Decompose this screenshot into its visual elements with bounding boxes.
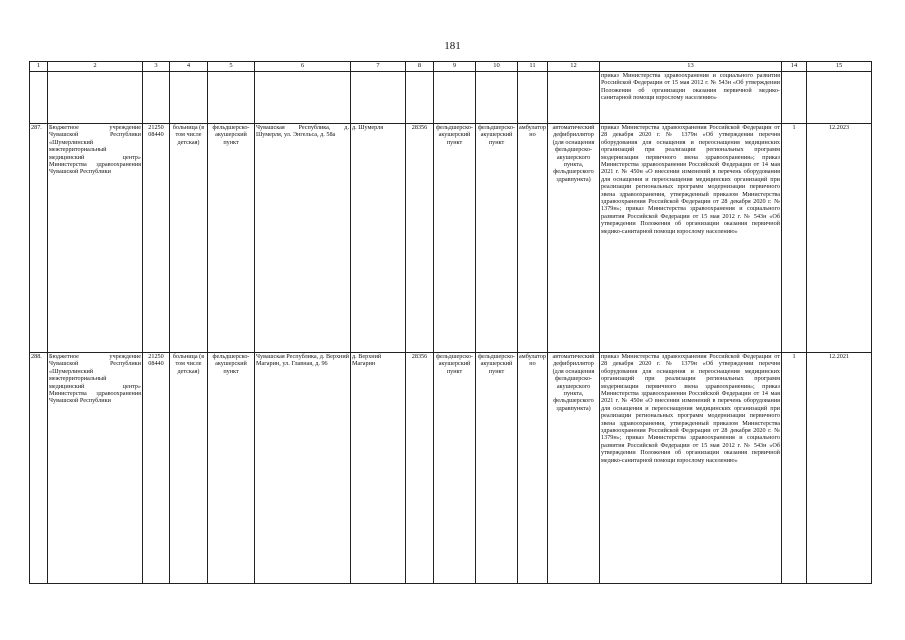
basis-cell: приказ Министерства здравоохранения Российской Федерации от 28 декабря 2020 г. № 1379н «Об утверждении перечня оборудования для оснащения и переоснащения медицинских организаций при реализации региональных программ модернизации первичного звена здравоохранения»; приказ Министерства здравоохранения Российской Федерации от 14 мая 2021 г. № 450н «О внесении изменений в перечень оборудования для оснащения и переоснащения медицинских организаций при реализации региональных программ модернизации первичного звена здравоохранения, утвержденный приказом Министерства здравоохранения Российской Федерации от 28 декабря 2020 г. № 1379н»; приказ Министерства здравоохранения и социального развития Российской Федерации от 15 мая 2012 г. № 543н «Об утверждении Положения об организации оказания первичной медико-санитарной помощи взрослому населению» [600,353,782,584]
care-form-cell: амбулаторно [518,124,548,353]
unit-type-cell: фельдшерско-акушерский пункт [476,124,518,353]
unit-type-cell: фельдшерско-акушерский пункт [434,124,476,353]
equipment-table [29,61,872,584]
equipment-cell: автоматический дефибриллятор (для оснащения фельдшерско-акушерского пункта, фельдшерского здравпункта) [548,353,600,584]
column-number: 10 [476,62,518,72]
basis-cell: приказ Министерства здравоохранения и социального развития Российской Федерации от 15 мая 2012 г. № 543н «Об утверждении Положения об организации оказания первичной медико-санитарной помощи взрослому населению» [600,72,782,124]
care-form-cell: амбулаторно [518,353,548,584]
column-number: 5 [208,62,255,72]
basis-cell: приказ Министерства здравоохранения Российской Федерации от 28 декабря 2020 г. № 1379н «Об утверждении перечня оборудования для оснащения и переоснащения медицинских организаций при реализации региональных программ модернизации первичного звена здравоохранения»; приказ Министерства здравоохранения Российской Федерации от 14 мая 2021 г. № 450н «О внесении изменений в перечень оборудования для оснащения и переоснащения медицинских организаций при реализации региональных программ модернизации первичного звена здравоохранения, утвержденный приказом Министерства здравоохранения Российской Федерации от 28 декабря 2020 г. № 1379н»; приказ Министерства здравоохранения и социального развития Российской Федерации от 15 мая 2012 г. № 543н «Об утверждении Положения об организации оказания первичной медико-санитарной помощи взрослому населению» [600,124,782,353]
unit-type-cell: фельдшерско-акушерский пункт [476,353,518,584]
institution-cell: Бюджетное учреждение Чувашской Республики «Шумерлинский межтерриториальный медицинский центр» Министерства здравоохранения Чувашской Республики [48,353,143,584]
date-cell: 12.2023 [807,124,872,353]
institution-cell: Бюджетное учреждение Чувашской Республики «Шумерлинский межтерриториальный медицинский центр» Министерства здравоохранения Чувашской Республики [48,124,143,353]
table-row [30,353,872,584]
oktmo-cell: 28356 [406,124,434,353]
equipment-cell: автоматический дефибриллятор (для оснащения фельдшерско-акушерского пункта, фельдшерского здравпункта) [548,124,600,353]
column-number: 1 [30,62,48,72]
column-number: 2 [48,62,143,72]
oktmo-cell: 28356 [406,353,434,584]
column-number: 13 [600,62,782,72]
row-number: 287. [30,124,48,353]
quantity-cell: 1 [782,353,807,584]
row-number: 288. [30,353,48,584]
settlement-cell: д. Шумерля [351,124,406,353]
column-number: 12 [548,62,600,72]
column-number: 11 [518,62,548,72]
unit-cell: фельдшерско-акушерский пункт [208,124,255,353]
unit-type-cell: фельдшерско-акушерский пункт [434,353,476,584]
column-number-row [30,62,872,72]
column-number: 9 [434,62,476,72]
code-cell: 21250 08440 [143,353,170,584]
column-number: 8 [406,62,434,72]
quantity-cell: 1 [782,124,807,353]
column-number: 6 [255,62,351,72]
date-cell: 12.2021 [807,353,872,584]
column-number: 7 [351,62,406,72]
address-cell: Чувашская Республика, д. Шумерля, ул. Энгельса, д. 58а [255,124,351,353]
code-cell: 21250 08440 [143,124,170,353]
table-row [30,124,872,353]
page-number: 181 [444,40,461,52]
column-number: 3 [143,62,170,72]
column-number: 4 [170,62,208,72]
address-cell: Чувашская Республика, д. Верхний Магарин, ул. Главная, д. 96 [255,353,351,584]
column-number: 15 [807,62,872,72]
facility-type-cell: больница (в том числе детская) [170,124,208,353]
unit-cell: фельдшерско-акушерский пункт [208,353,255,584]
column-number: 14 [782,62,807,72]
facility-type-cell: больница (в том числе детская) [170,353,208,584]
continuation-row [30,72,872,124]
settlement-cell: д. Верхний Магарин [351,353,406,584]
